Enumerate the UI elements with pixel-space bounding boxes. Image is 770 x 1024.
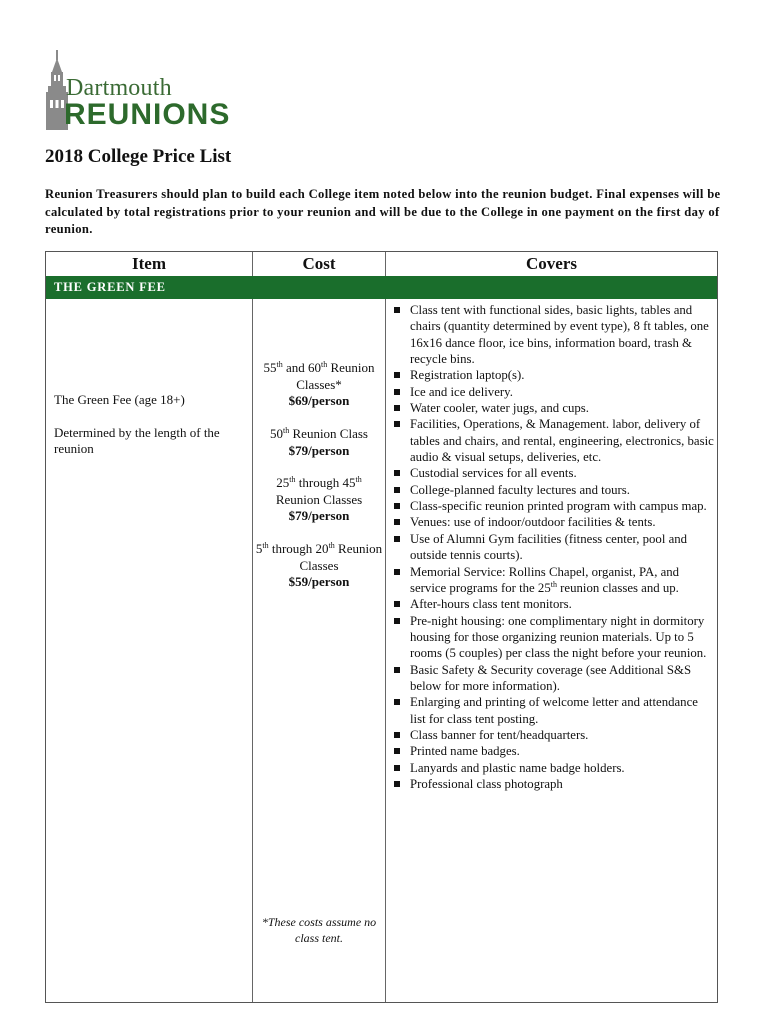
list-item: Ice and ice delivery. bbox=[392, 384, 714, 400]
list-item: Use of Alumni Gym facilities (fitness center, pool and outside tennis courts). bbox=[392, 531, 714, 564]
square-bullet-icon bbox=[394, 732, 400, 738]
section-title: THE GREEN FEE bbox=[54, 280, 166, 294]
square-bullet-icon bbox=[394, 536, 400, 542]
square-bullet-icon bbox=[394, 519, 400, 525]
cost-group bbox=[253, 475, 385, 525]
square-bullet-icon bbox=[394, 781, 400, 787]
square-bullet-icon bbox=[394, 405, 400, 411]
dartmouth-reunions-logo bbox=[44, 50, 264, 132]
list-item: Enlarging and printing of welcome letter and attendance list for class tent posting. bbox=[392, 694, 714, 727]
square-bullet-icon bbox=[394, 487, 400, 493]
item-note: Determined by the length of the reunion bbox=[54, 425, 220, 456]
cost-price: $69/person bbox=[288, 393, 350, 408]
square-bullet-icon bbox=[394, 470, 400, 476]
list-item: Class tent with functional sides, basic lights, tables and chairs (quantity determined by event type), 8 ft tables, one 16x16 dance floor, ice bins, information board, trash & recycle bins. bbox=[392, 302, 714, 367]
cost-price: $59/person bbox=[288, 574, 350, 589]
square-bullet-icon bbox=[394, 765, 400, 771]
list-item: College-planned faculty lectures and tours. bbox=[392, 482, 714, 498]
list-item: Facilities, Operations, & Management. labor, delivery of tables and chairs, and rental, engineering, electronics, basic audio & visual setups, deliveries, etc. bbox=[392, 416, 714, 465]
logo-reunions-text: REUNIONS bbox=[64, 98, 231, 131]
cost-group bbox=[253, 426, 385, 459]
list-item: Class banner for tent/headquarters. bbox=[392, 727, 714, 743]
list-item: After-hours class tent monitors. bbox=[392, 596, 714, 612]
header-cost: Cost bbox=[302, 254, 336, 273]
square-bullet-icon bbox=[394, 307, 400, 313]
price-table bbox=[45, 251, 718, 1003]
square-bullet-icon bbox=[394, 421, 400, 427]
column-divider bbox=[252, 252, 253, 276]
cost-price: $79/person bbox=[288, 442, 350, 458]
cost-group bbox=[253, 360, 385, 410]
cost-price: $79/person bbox=[288, 508, 350, 523]
square-bullet-icon bbox=[394, 699, 400, 705]
covers-list bbox=[392, 302, 714, 792]
list-item: Professional class photograph bbox=[392, 776, 714, 792]
intro-paragraph: Reunion Treasurers should plan to build each College item noted below into the reunion budget. Final expenses will be calculated by total registrations prior to your reunion and will be due to the College in one payment on the first day of reunion. bbox=[45, 187, 721, 236]
square-bullet-icon bbox=[394, 618, 400, 624]
square-bullet-icon bbox=[394, 569, 400, 575]
cost-label: 25th through 45th Reunion Classes bbox=[275, 475, 363, 507]
logo-dartmouth-text: Dartmouth bbox=[66, 75, 172, 101]
square-bullet-icon bbox=[394, 667, 400, 673]
cost-label: 5th through 20th Reunion Classes bbox=[255, 541, 383, 573]
square-bullet-icon bbox=[394, 748, 400, 754]
cost-footnote: *These costs assume no class tent. bbox=[261, 915, 377, 945]
list-item: Class-specific reunion printed program with campus map. bbox=[392, 498, 714, 514]
list-item: Lanyards and plastic name badge holders. bbox=[392, 760, 714, 776]
list-item: Custodial services for all events. bbox=[392, 465, 714, 481]
list-item: Memorial Service: Rollins Chapel, organist, PA, and service programs for the 25th reunion classes and up. bbox=[392, 564, 714, 597]
list-item: Venues: use of indoor/outdoor facilities & tents. bbox=[392, 514, 714, 530]
list-item: Printed name badges. bbox=[392, 743, 714, 759]
list-item: Basic Safety & Security coverage (see Additional S&S below for more information). bbox=[392, 662, 714, 695]
page-title: 2018 College Price List bbox=[45, 146, 232, 167]
cost-label: 55th and 60th Reunion Classes* bbox=[263, 360, 375, 392]
column-divider bbox=[385, 299, 386, 1002]
section-band bbox=[46, 276, 717, 299]
list-item: Pre-night housing: one complimentary night in dormitory housing for those organizing reunion materials. Up to 5 rooms (5 couples) per class the night before your reunion. bbox=[392, 613, 714, 662]
header-covers: Covers bbox=[526, 254, 577, 273]
item-name: The Green Fee (age 18+) bbox=[54, 392, 185, 407]
square-bullet-icon bbox=[394, 601, 400, 607]
square-bullet-icon bbox=[394, 372, 400, 378]
square-bullet-icon bbox=[394, 389, 400, 395]
square-bullet-icon bbox=[394, 503, 400, 509]
list-item: Registration laptop(s). bbox=[392, 367, 714, 383]
list-item: Water cooler, water jugs, and cups. bbox=[392, 400, 714, 416]
header-item: Item bbox=[132, 254, 166, 273]
cost-group bbox=[253, 541, 385, 591]
column-divider bbox=[385, 252, 386, 276]
cost-label: 50th Reunion Class bbox=[270, 426, 368, 441]
